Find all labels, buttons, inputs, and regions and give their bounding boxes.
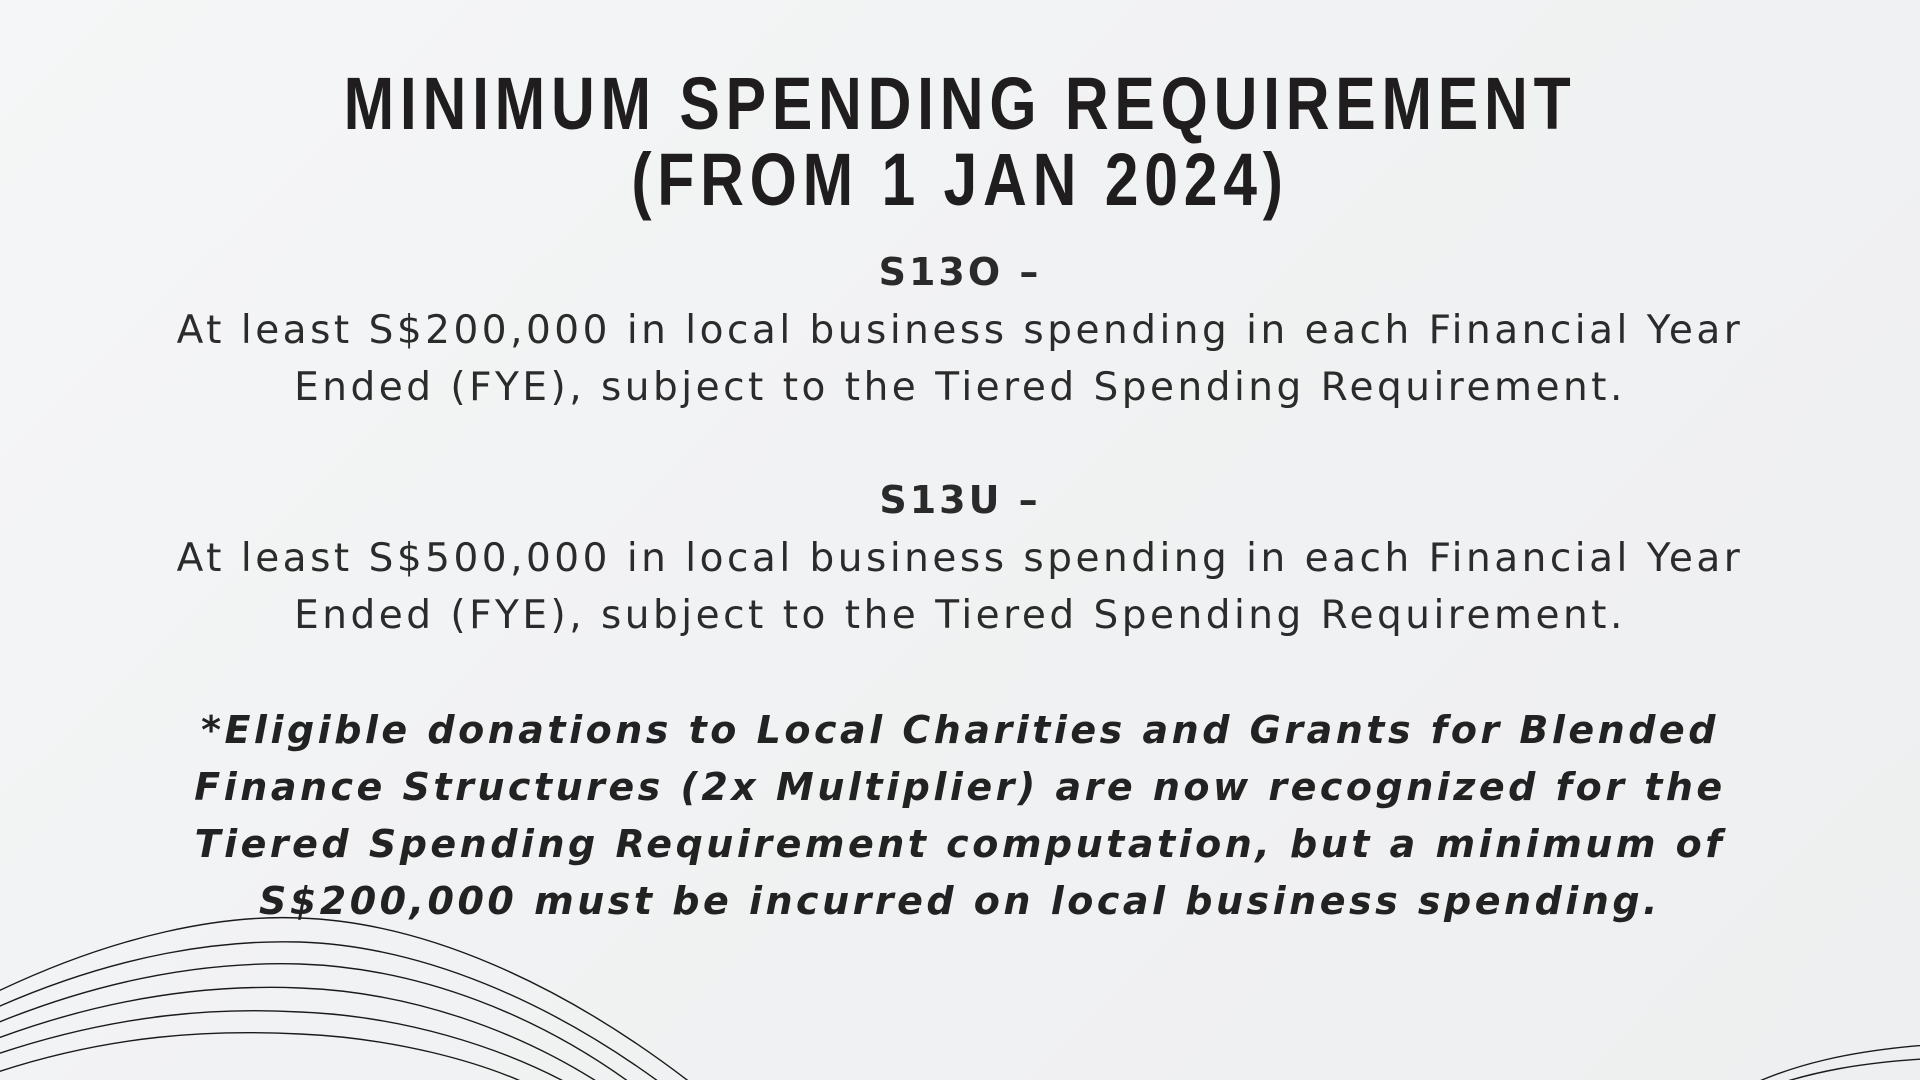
section-body-s13u: At least S$500,000 in local business spending in each Financial Year Ended (FYE), subject to the Tiered Spending Requirement. — [176, 536, 1744, 638]
section-heading-s13u: S13U – — [879, 478, 1041, 522]
page-title — [173, 62, 1747, 221]
section-body-s13o: At least S$200,000 in local business spending in each Financial Year Ended (FYE), subject to the Tiered Spending Requirement. — [176, 308, 1744, 410]
page-title-line-1: MINIMUM SPENDING REQUIREMENT — [343, 62, 1577, 145]
footnote: *Eligible donations to Local Charities and Grants for Blended Finance Structures (2x Multiplier) are now recognized for the Tiered Spending Requirement computation, but a minimum of S$200,000 must be incurred on local business spending. — [194, 708, 1726, 923]
section-heading-s13o: S13O – — [878, 250, 1042, 294]
page-title-line-2: (FROM 1 JAN 2024) — [631, 138, 1289, 221]
